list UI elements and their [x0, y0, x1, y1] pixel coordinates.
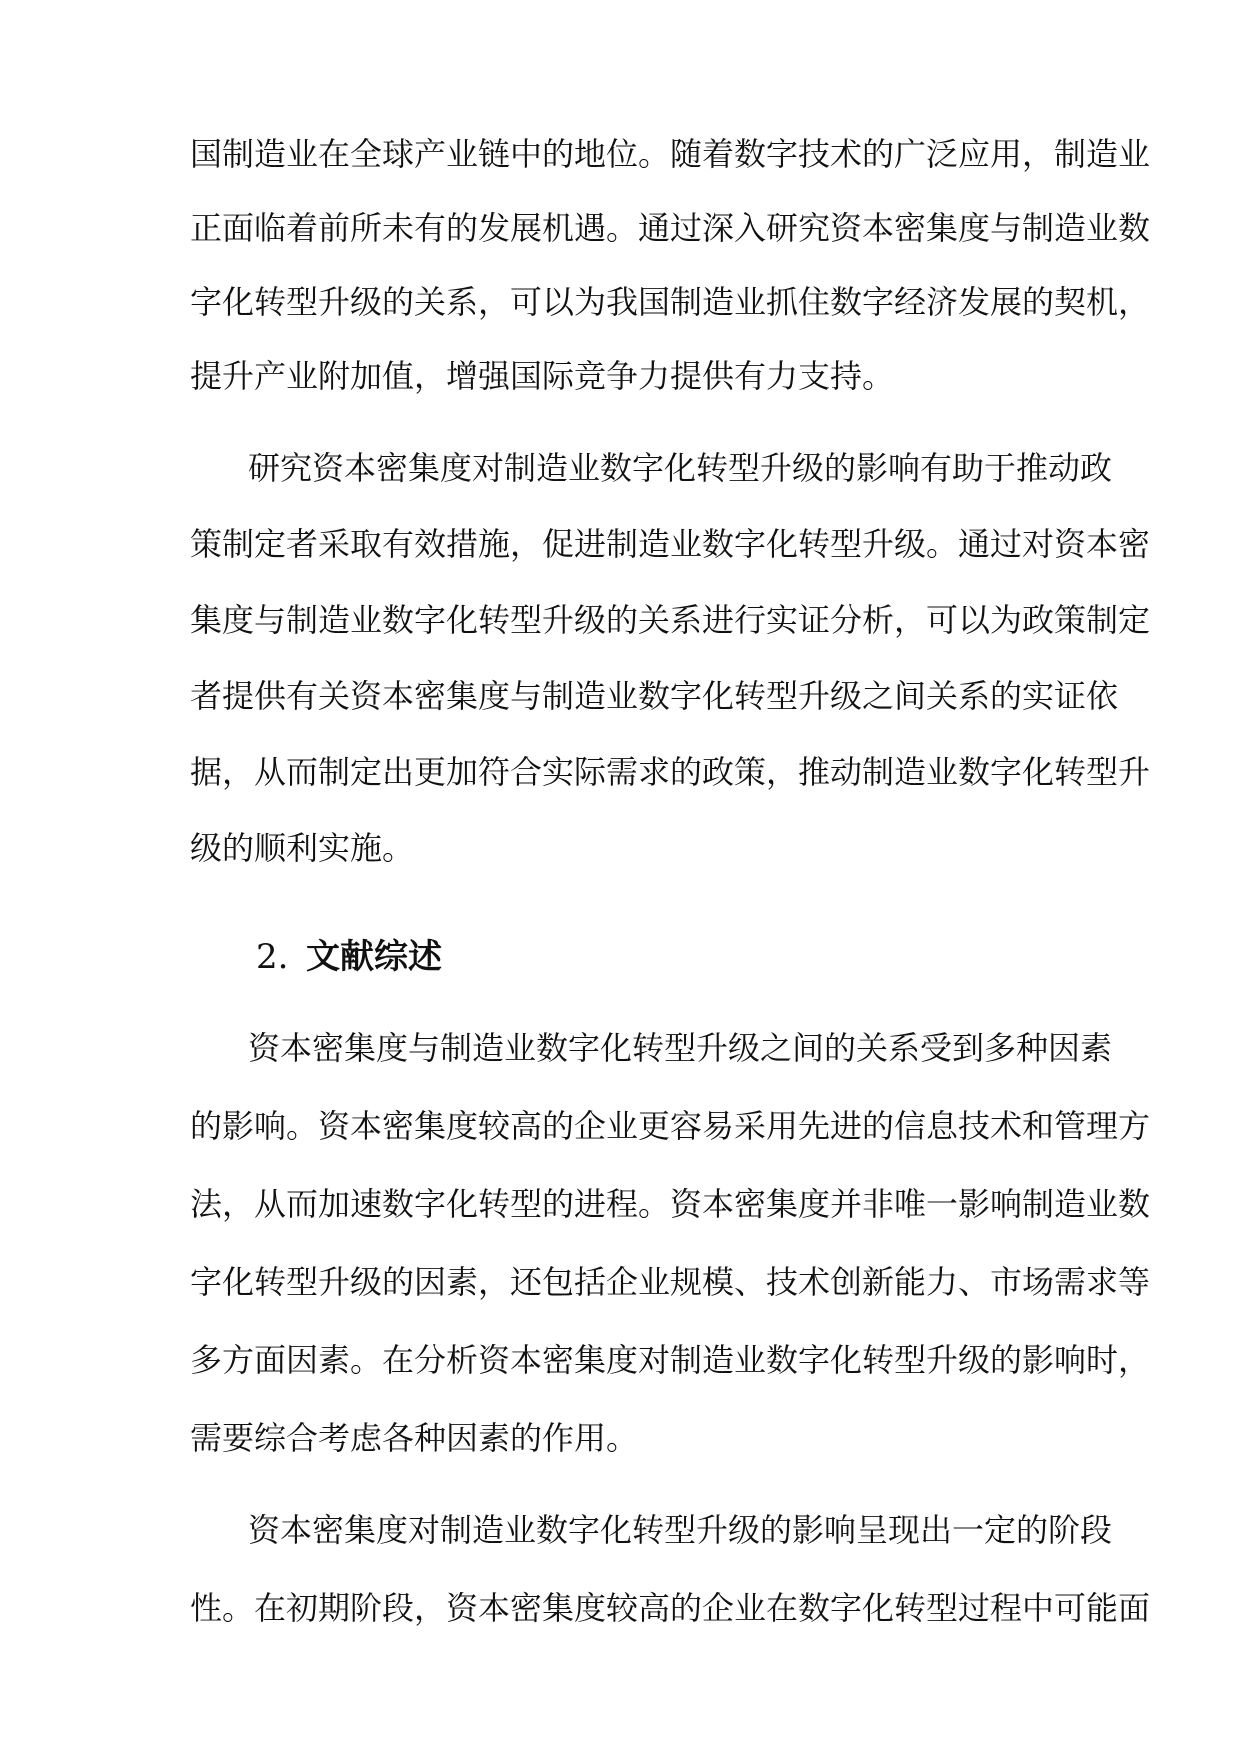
paragraph-line: 者提供有关资本密集度与制造业数字化转型升级之间关系的实证依: [190, 677, 1119, 715]
paragraph-line: 级的顺利实施。: [190, 829, 415, 867]
paragraph-line: 集度与制造业数字化转型升级的关系进行实证分析，可以为政策制定: [190, 601, 1151, 639]
paragraph-line: 法，从而加速数字化转型的进程。资本密集度并非唯一影响制造业数: [190, 1185, 1151, 1223]
paragraph-line: 资本密集度与制造业数字化转型升级之间的关系受到多种因素: [248, 1029, 1113, 1067]
section-heading: [0, 922, 1241, 992]
paragraph-line: 性。在初期阶段，资本密集度较高的企业在数字化转型过程中可能面: [190, 1589, 1151, 1627]
paragraph-line: 多方面因素。在分析资本密集度对制造业数字化转型升级的影响时，: [190, 1341, 1151, 1379]
section-number: 2.: [256, 937, 289, 977]
paragraph-line: 国制造业在全球产业链中的地位。随着数字技术的广泛应用，制造业: [190, 135, 1151, 173]
paragraph-line: 字化转型升级的因素，还包括企业规模、技术创新能力、市场需求等: [190, 1263, 1151, 1301]
paragraph-line: 的影响。资本密集度较高的企业更容易采用先进的信息技术和管理方: [190, 1107, 1151, 1145]
paragraph-line: 提升产业附加值，增强国际竞争力提供有力支持。: [190, 357, 895, 395]
paragraph-line: 需要综合考虑各种因素的作用。: [190, 1419, 639, 1457]
paragraph-line: 正面临着前所未有的发展机遇。通过深入研究资本密集度与制造业数: [190, 209, 1151, 247]
paragraph-line: 策制定者采取有效措施，促进制造业数字化转型升级。通过对资本密: [190, 525, 1151, 563]
section-title: 文献综述: [306, 937, 442, 977]
paragraph-line: 据，从而制定出更加符合实际需求的政策，推动制造业数字化转型升: [190, 753, 1151, 791]
paragraph-line: 字化转型升级的关系，可以为我国制造业抓住数字经济发展的契机，: [190, 283, 1151, 321]
paragraph-line: 研究资本密集度对制造业数字化转型升级的影响有助于推动政: [248, 449, 1113, 487]
paragraph-line: 资本密集度对制造业数字化转型升级的影响呈现出一定的阶段: [248, 1511, 1113, 1549]
